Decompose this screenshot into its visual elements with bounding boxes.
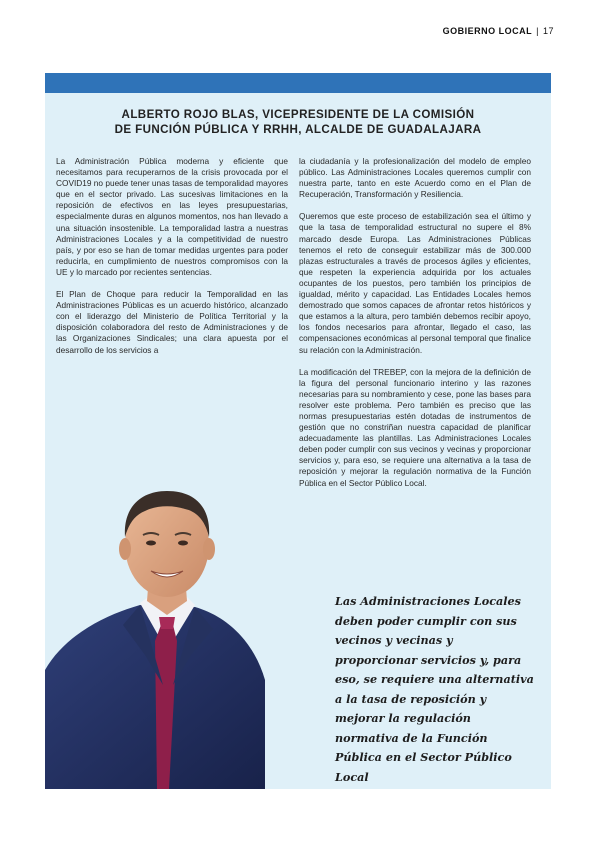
right-text-column: [299, 156, 531, 500]
header-separator: |: [536, 26, 539, 36]
paragraph: la ciudadanía y la profesionalización del modelo de empleo público. Las Administraciones Locales queremos cumplir con nuestra parte, tanto en este Acuerdo como en el Plan de Recuperación, Transformación y Resiliencia.: [299, 156, 531, 200]
article-title: [55, 107, 541, 137]
article-panel: [45, 73, 551, 789]
portrait-photo: [45, 445, 265, 789]
paragraph: Queremos que este proceso de estabilización sea el último y que la tasa de temporalidad estructural no supere el 8% marcado desde Europa. Las Administraciones Públicas tenemos el reto de conseguir estabilizar más de 300.000 plazas estructurales a través de procesos ágiles y eficientes, que respeten la experiencia adquirida por los actuales ocupantes de los puestos, pero también los principios de igualdad, mérito y capacidad. Las Entidades Locales hemos demostrado que somos capaces de afrontar retos históricos y que estamos a la altura, pero también debemos recibir apoyo, los fondos necesarios para afrontar, llegado el caso, las compensaciones económicas al personal temporal que finalice su relación con la Administración.: [299, 211, 531, 355]
paragraph: El Plan de Choque para reducir la Temporalidad en las Administraciones Públicas es un acuerdo histórico, alcanzado con el liderazgo del Ministerio de Política Territorial y la disposición colaboradora del resto de Administraciones y de las Organizaciones Sindicales; una clara apuesta por el desarrollo de los servicios a: [56, 289, 288, 355]
left-text-column: [56, 156, 288, 367]
section-name: GOBIERNO LOCAL: [442, 26, 533, 36]
accent-bar: [45, 73, 551, 93]
page-number: 17: [542, 26, 554, 36]
pull-quote: Las Administraciones Locales deben poder cumplir con sus vecinos y vecinas y proporcionar servicios y, para eso, se requiere una alternativa a la tasa de reposición y mejorar la regulación normativa de la Función Pública en el Sector Público Local: [335, 594, 534, 784]
page-header: [443, 26, 554, 36]
paragraph: La modificación del TREBEP, con la mejora de la definición de la figura del personal funcionario interino y las razones necesarias para su nombramiento y cese, pone las bases para resolver este problema. Pero también es preciso que las normas presupuestarias estén dotadas de instrumentos de gestión que no constriñan nuestra capacidad de planificar adecuadamente las plantillas. Las Administraciones Locales deben poder cumplir con sus vecinos y vecinas y proporcionar servicios y, para eso, se requiere una alternativa a la tasa de reposición y mejorar la regulación normativa de la Función Pública en el Sector Público Local.: [299, 366, 531, 488]
paragraph: La Administración Pública moderna y eficiente que necesitamos para recuperarnos de la crisis provocada por el COVID19 no puede tener unas tasas de temporalidad mayores que en el sector privado. Las sucesivas limitaciones en la reposición de efectivos en las leyes presupuestarias, especialmente duras en algunos momentos, nos han llevado a una situación insostenible. La temporalidad lastra a nuestras Administraciones Locales y a la competitividad de nuestro país, y por eso se han de tomar medidas urgentes para poder reducirla, en cumplimiento de nuestros compromisos con la UE y lo marcado por recientes sentencias.: [56, 156, 288, 277]
title-line-2: DE FUNCIÓN PÚBLICA Y RRHH, ALCALDE DE GUADALAJARA: [114, 123, 482, 136]
title-line-1: ALBERTO ROJO BLAS, VICEPRESIDENTE DE LA COMISIÓN: [121, 108, 475, 121]
